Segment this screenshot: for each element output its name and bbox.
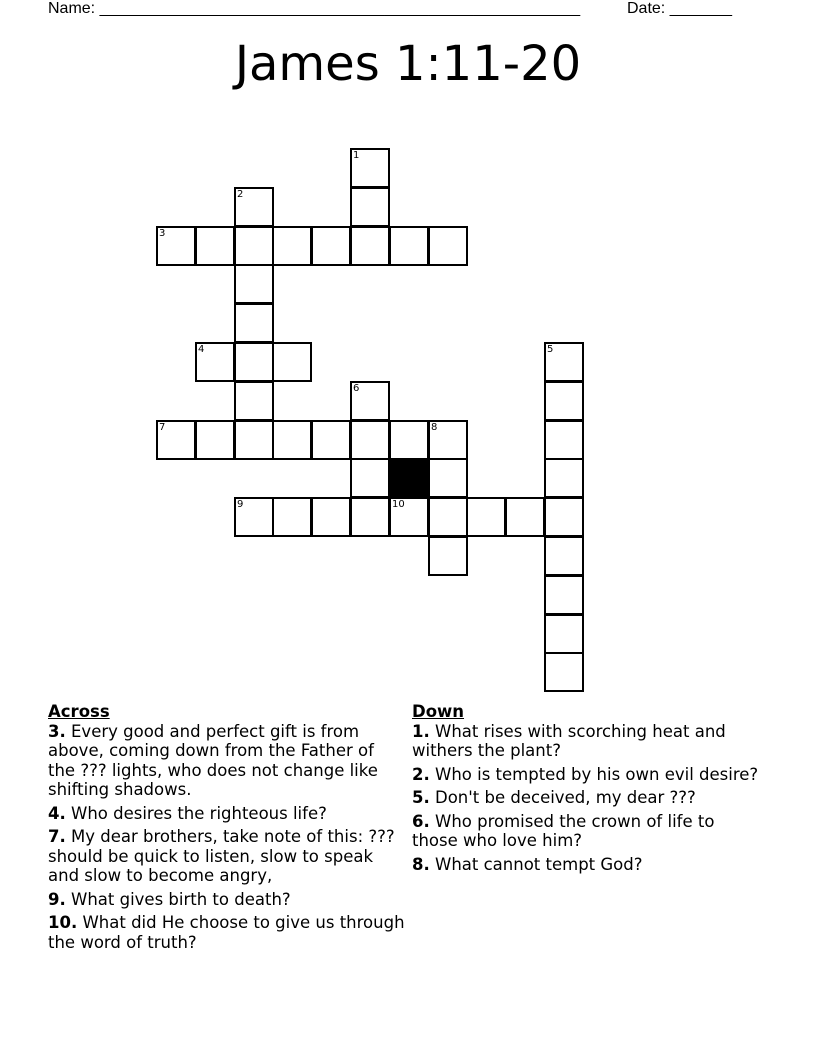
clue-text: Every good and perfect gift is from above, coming down from the Father of the ??? lights, who does not change like shifting shadows.	[48, 721, 378, 799]
answer-cell[interactable]	[234, 187, 274, 227]
date-blank[interactable]: _______	[669, 0, 732, 17]
clue-number: 5.	[412, 788, 430, 807]
clue-number: 9.	[48, 889, 66, 909]
clue-text: Who desires the righteous life?	[71, 803, 327, 823]
answer-cell[interactable]	[350, 458, 390, 498]
answer-cell[interactable]	[544, 458, 584, 498]
answer-cell[interactable]	[234, 381, 274, 421]
cell-number: 9	[237, 499, 244, 510]
name-label: Name:	[48, 0, 96, 17]
clue-number: 10.	[48, 913, 78, 932]
answer-cell[interactable]	[544, 381, 584, 421]
across-clues	[48, 702, 406, 956]
answer-cell[interactable]	[428, 226, 468, 266]
clue-number: 1.	[412, 721, 430, 741]
answer-cell[interactable]	[272, 342, 312, 382]
answer-cell[interactable]	[234, 420, 274, 460]
clue-across-10	[48, 913, 406, 952]
answer-cell[interactable]	[544, 342, 584, 382]
answer-cell[interactable]	[428, 536, 468, 576]
answer-cell[interactable]	[195, 342, 235, 382]
clue-text: What cannot tempt God?	[435, 854, 643, 874]
clue-across-9	[48, 890, 406, 910]
answer-cell[interactable]	[156, 420, 196, 460]
answer-cell[interactable]	[350, 420, 390, 460]
answer-cell[interactable]	[350, 381, 390, 421]
answer-cell[interactable]	[272, 226, 312, 266]
answer-cell[interactable]	[234, 226, 274, 266]
answer-cell[interactable]	[195, 226, 235, 266]
clue-number: 6.	[412, 811, 430, 831]
page-title: James 1:11-20	[234, 36, 582, 92]
clue-number: 7.	[48, 827, 66, 846]
cell-number: 6	[353, 383, 360, 394]
clue-down-8	[412, 855, 762, 875]
answer-cell[interactable]	[350, 497, 390, 537]
answer-cell[interactable]	[428, 497, 468, 537]
clue-text: What rises with scorching heat and withers the plant?	[412, 721, 726, 760]
clue-down-2	[412, 765, 762, 785]
answer-cell[interactable]	[156, 226, 196, 266]
date-label: Date:	[627, 0, 666, 17]
answer-cell[interactable]	[272, 497, 312, 537]
answer-cell[interactable]	[544, 614, 584, 654]
answer-cell[interactable]	[389, 420, 429, 460]
cell-number: 4	[198, 344, 205, 355]
clue-text: What gives birth to death?	[71, 889, 291, 909]
clue-text: Who promised the crown of life to those who love him?	[412, 811, 715, 850]
answer-cell[interactable]	[234, 497, 274, 537]
across-heading: Across	[48, 702, 110, 721]
clue-text: Who is tempted by his own evil desire?	[435, 764, 759, 784]
answer-cell[interactable]	[272, 420, 312, 460]
black-cell	[389, 458, 429, 498]
clue-across-7	[48, 827, 406, 886]
answer-cell[interactable]	[544, 575, 584, 615]
answer-cell[interactable]	[350, 148, 390, 188]
answer-cell[interactable]	[428, 458, 468, 498]
clue-across-4	[48, 804, 406, 824]
down-heading: Down	[412, 702, 465, 721]
cell-number: 1	[353, 150, 360, 161]
answer-cell[interactable]	[350, 187, 390, 227]
clue-text: Don't be deceived, my dear ???	[435, 788, 696, 807]
answer-cell[interactable]	[195, 420, 235, 460]
answer-cell[interactable]	[311, 497, 351, 537]
answer-cell[interactable]	[234, 303, 274, 343]
clue-text: What did He choose to give us through the word of truth?	[48, 913, 405, 952]
down-clues	[412, 702, 762, 878]
clue-down-6	[412, 812, 762, 851]
cell-number: 10	[392, 499, 405, 510]
answer-cell[interactable]	[389, 497, 429, 537]
cell-number: 2	[237, 189, 244, 200]
answer-cell[interactable]	[544, 536, 584, 576]
clue-text: My dear brothers, take note of this: ??? should be quick to listen, slow to speak and slow to become angry,	[48, 827, 395, 885]
clue-across-3	[48, 722, 406, 800]
clue-number: 2.	[412, 764, 430, 784]
answer-cell[interactable]	[234, 264, 274, 304]
answer-cell[interactable]	[466, 497, 506, 537]
answer-cell[interactable]	[311, 226, 351, 266]
answer-cell[interactable]	[544, 420, 584, 460]
answer-cell[interactable]	[389, 226, 429, 266]
clue-number: 3.	[48, 721, 66, 741]
cell-number: 7	[159, 422, 166, 433]
cell-number: 3	[159, 228, 166, 239]
cell-number: 8	[431, 422, 438, 433]
clue-down-5	[412, 788, 762, 808]
clue-number: 4.	[48, 803, 66, 823]
answer-cell[interactable]	[350, 226, 390, 266]
answer-cell[interactable]	[544, 497, 584, 537]
clue-number: 8.	[412, 854, 430, 874]
answer-cell[interactable]	[505, 497, 545, 537]
answer-cell[interactable]	[544, 652, 584, 692]
answer-cell[interactable]	[234, 342, 274, 382]
answer-cell[interactable]	[311, 420, 351, 460]
name-blank[interactable]: ______________________________________________________	[99, 0, 581, 17]
answer-cell[interactable]	[428, 420, 468, 460]
clue-down-1	[412, 722, 762, 761]
cell-number: 5	[547, 344, 554, 355]
